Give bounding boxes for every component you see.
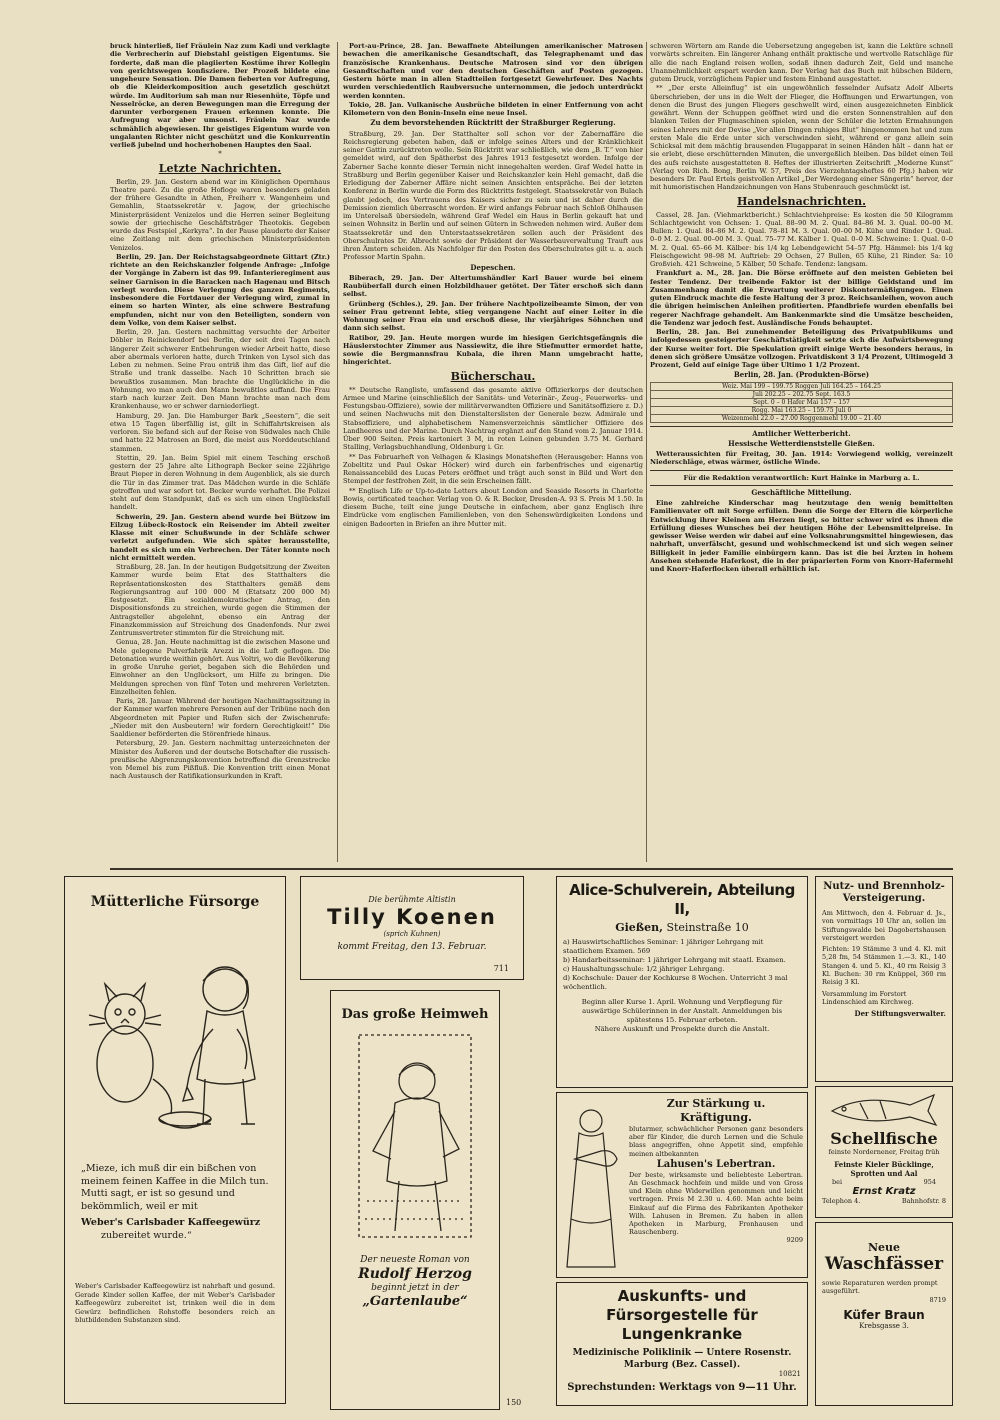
divider bbox=[650, 426, 953, 427]
ad-pronunciation: (sprich Kuhnen) bbox=[383, 930, 441, 938]
ad-number: 8719 bbox=[929, 1295, 946, 1304]
ad-quote-text: „Mieze, ich muß dir ein bißchen von meinem feinen Kaffee in die Milch tun. Mutti sagt, er ist so gesund und bekömmlich, weil er mit bbox=[81, 1163, 269, 1212]
ad-subtitle: Medizinische Poliklinik — Untere Rosenstr. bbox=[572, 1348, 792, 1358]
news-item: Petersburg, 29. Jan. Gestern nachmittag unterzeichneten der Minister des Äußeren und der deutsche Botschafter die russisch-preußische Abgrenzungskonvention betreffend die Grenzstrecke von Memel bis zum Pißfluß. Die Konvention tritt einen Monat nach Austausch der Ratifikationsurkunden in Kraft. bbox=[110, 739, 330, 781]
news-item: Paris, 28. Januar. Während der heutigen Nachmittagssitzung in der Kammer warfen mehrere Personen auf der Tribüne nach den Abgeordneten mit Papier und Rufen sich der Zwischenrufe: „Nieder mit den Ausbeutern! wir fordern Gerechtigkeit!“ Die Saaldiener beförderten die Störenfriede hinaus. bbox=[110, 697, 330, 738]
ad-waschfaesser bbox=[815, 1222, 953, 1406]
ad-contact-row bbox=[822, 1197, 946, 1205]
ad-lung-clinic bbox=[556, 1282, 808, 1406]
ad-signature: Der Stiftungsverwalter. bbox=[854, 1009, 946, 1019]
table-row bbox=[651, 390, 953, 398]
ad-quote-end: zubereitet wurde.“ bbox=[101, 1229, 192, 1241]
news-item: Tokio, 28. Jan. Vulkanische Ausbrüche bildeten in einer Entfernung von acht Kilometern von den Bonin-Inseln eine neue Insel. bbox=[343, 100, 643, 117]
girl-cat-illustration bbox=[75, 919, 275, 1149]
ad-weber-coffee bbox=[64, 876, 286, 1404]
ad-footer: Nähere Auskunft und Prospekte durch die Anstalt. bbox=[594, 1025, 770, 1033]
woman-fish-illustration bbox=[561, 1099, 623, 1275]
book-review-item: ** Deutsche Rangliste, umfassend das gesamte aktive Offizierkorps der deutschen Armee und Marine (einschließlich der Sanitäts- und Veterinär-, Zeug-, Feuerwerks- und Festungsbau-Offiziere), sowie der militärverwandten Offiziere und Sanitätsoffiziere z. D.) und seinen Nachwuchs mit den Dienstalterslisten der Generale bezw. Admirale und Stabsoffiziere, und alphabetischem Namensverzeichnis sämtlicher Offiziere des Landheeres und der Marine. Durch Nachtrag ergänzt auf den Stand vom 2. Januar 1914. Über 900 Seiten. Preis kartoniert 3 M, in roten Leinen gebunden 3.75 M. Gerhard Stalling, Verlagsbuchhandlung, Oldenburg i. Gr. bbox=[343, 385, 643, 452]
subheading-depeschen: Depeschen. bbox=[470, 262, 516, 272]
editor-line: Für die Redaktion verantwortlich: Kurt Hainke in Marburg a. L. bbox=[683, 473, 920, 482]
fish-icon bbox=[824, 1091, 944, 1129]
ad-alice-schulverein bbox=[556, 876, 808, 1088]
news-item: Ratibor, 29. Jan. Heute morgen wurde im hiesigen Gerichtsgefängnis die Häuslerstochter Zimmer aus Nassiewitz, die ihre Stiefmutter ermordet hatte, sowie die Bergmannsfrau Kubala, die ihren Mann umgebracht hatte, hingerichtet. bbox=[343, 333, 643, 367]
book-review-item: ** „Der erste Alleinflug“ ist ein ungewöhnlich fesselnder Aufsatz Adolf Alberts überschrieben, der uns in die Welt der Flieger, die Hoffnungen und Erwartungen, von denen die Brust des jungen Fliegers geschwellt wird, einen ausgezeichneten Einblick gewährt. Wenn der Schuppen geöffnet wird und die ersten Sonnenstrahlen auf den blanken Teilen der Flugmaschinen spielen, wenn der Schüler die letzten Ermahnungen seines Lehrers mit der Devise „Vor allen Dingen ruhiges Blut“ hingenommen hat und zum ersten Male die Erde unter sich verschwinden sieht, während er ganz allein sein Schicksal mit dem mächtig brausenden Flugapparat in seinen Händen hält – dann hat er sie erlebt, diese erschütternden Minuten, die unvergeßlich bleiben. Das bildet einen Teil des aufs reichste ausgestatteten 8. Heftes der illustrierten Zeitschrift „Moderne Kunst“ (Verlag von Rich. Bong, Berlin W. 57, Preis des Vierzehntagsheftes 60 Pfg.) haben wir besonders Dr. Paul Ertels geistvollen Artikel „Der Werdegang einer Sängerin“ hervor, der mit humoristischen Handzeichnungen von Hans Stubenrauch geschmückt ist. bbox=[650, 84, 953, 192]
market-report: Berlin, 28. Jan. Bei zunehmender Beteiligung des Privatpublikums und infolgedessen gesteigerter Geschäftstätigkeit setzte sich die Aufwärtsbewegung der Kurse weiter fort. Die Spekulation greift einige Werte besonders heraus, in denen sich größere Umsätze vollzogen. Privatdiskont 3 1/4 Prozent, Ultimogeld 3 Prozent, Geld auf einige Tage über Ultimo 1 1/2 Prozent. bbox=[650, 328, 953, 369]
news-item: Biberach, 29. Jan. Der Altertumshändler Karl Bauer wurde bei einem Raubüberfall durch einen Holzbildhauer getötet. Der Täter erschoß sich dann selbst. bbox=[343, 273, 643, 299]
produce-exchange-title: Berlin, 28. Jan. (Produkten-Börse) bbox=[733, 370, 870, 380]
ad-city: Gießen, bbox=[615, 921, 663, 934]
business-notice: Eine zahlreiche Kinderschar mag heutzutage den wenig bemittelten Familienvater oft mit Sorge erfüllen. Denn die Sorge der Eltern die körperliche Entwicklung ihrer Kleinen am Herzen liegt, so bitter schwer wird es ihnen die Erfüllung dieses Wunsches bei der heutigen Höhe der Lebensmittelpreise. In gewisser Weise werden wir dabei auf eine Volksnahrungsmittel hingewiesen, das nahrhaft, unverfälscht, gesund und wohlschmeckend ist und sich wegen seiner Billigkeit in jeder Familie einbürgern kann. Das ist die bei Ärzten in hohem Ansehen stehende Haferkost, die in der präparierten Form von Knorr-Hafermehl und Knorr-Haferflocken überall erhältlich ist. bbox=[650, 499, 953, 573]
ad-number: 9209 bbox=[786, 1236, 803, 1245]
column-divider bbox=[646, 42, 647, 862]
news-item: Schwerin, 29. Jan. Gestern abend wurde bei Bützow im Eilzug Lübeck-Rostock ein Reisender im Abteil zweiter Klasse mit einer Schußwunde in der Schläfe schwer verletzt aufgefunden. Wie sich später herausstellte, handelt es sich um ein Verbrechen. Der Täter konnte noch nicht ermittelt werden. bbox=[110, 512, 330, 562]
ad-title: Auskunfts- und Fürsorgestelle für Lungenkranke bbox=[606, 1287, 758, 1343]
weather-forecast: Wetteraussichten für Freitag, 30. Jan. 1914: Vorwiegend wolkig, vereinzelt Niederschläge, etwas wärmer, östliche Winde. bbox=[650, 450, 953, 467]
column-1 bbox=[110, 42, 330, 864]
table-cell: Rogg. Mai 163.25 – 159.75 Juli 0 bbox=[651, 406, 953, 414]
ad-lahusen-lebertran bbox=[556, 1092, 808, 1278]
ad-merchant-name: Küfer Braun bbox=[843, 1307, 925, 1322]
section-heading-trade-news: Handelsnachrichten. bbox=[737, 194, 866, 208]
ad-bei-row bbox=[822, 1178, 946, 1186]
list-item: a) Hauswirtschaftliches Seminar: 1 jähriger Lehrgang mit staatlichem Examen. 569 bbox=[563, 938, 764, 955]
ad-telephone: Telephon 4. bbox=[822, 1197, 861, 1205]
ad-line: Der neueste Roman von bbox=[360, 1255, 470, 1265]
news-item: Stettin, 29. Jan. Beim Spiel mit einem Tesching erschoß gestern der 25 Jahre alte Lithograph Becker seine 22jährige Braut Pieper in deren Wohnung in dem Augenblick, als sie durch die Tür in das Zimmer trat. Das Mädchen wurde in die Schläfe getroffen und war sofort tot. Becker wurde verhaftet. Die Polizei steht auf dem Standpunkt, daß es sich um einen Unglücksfall handelt. bbox=[110, 453, 330, 512]
news-item: Berlin, 29. Jan. Der Reichstagsabgeordnete Gittart (Ztr.) richtete an den Reichskanzler folgende Anfrage: „Infolge der Vorgänge in Zabern ist das 99. Infanterieregiment aus seiner Garnison in die Baracken nach Hagenau und Bitsch verlegt worden. Diese Verlegung des ganzen Regiments, insbesondere die Fortdauer der Verlegung wird, zumal in einem so harten Winter, als eine schwere Bestrafung empfunden, nicht nur von den Beteiligten, sondern von dem Volke, von dem Kaiser selbst. bbox=[110, 252, 330, 327]
news-item: Straßburg, 28. Jan. In der heutigen Budgetsitzung der Zweiten Kammer wurde beim Etat des Statthalters die Repräsentationskosten des Statthalters gemäß dem Regierungsantrag auf 100 000 M (Etatsatz 200 000 M) festgesetzt. Ein sozialdemokratischer Antrag, den Dispositionsfonds zu streichen, wurde gegen die Stimmen der Antragsteller abgelehnt, ebenso ein Antrag der Finanzkommission auf Streichung des Gnadenfonds. Nur zwei Zentrumsvertreter stimmten für die Streichung mit. bbox=[110, 563, 330, 637]
ad-number: 10821 bbox=[778, 1370, 801, 1378]
ad-number: 150 bbox=[506, 1398, 522, 1407]
ad-address bbox=[563, 921, 801, 934]
ad-singer-name: Tilly Koenen bbox=[327, 905, 497, 929]
table-row bbox=[651, 382, 953, 390]
ad-meeting: Versammlung im Forstort Lindenschied am Kirchweg. bbox=[822, 989, 914, 1006]
ad-products: Feinste Kieler Bücklinge, Sprotten und Aal bbox=[834, 1160, 934, 1178]
ad-title: Nutz- und Brennholz-Versteigerung. bbox=[823, 881, 945, 904]
table-row bbox=[651, 406, 953, 414]
ad-merchant-name: Ernst Kratz bbox=[852, 1186, 916, 1197]
ad-text: sowie Reparaturen werden prompt ausgeführt. bbox=[822, 1279, 938, 1296]
divider bbox=[650, 485, 953, 486]
ad-schellfische bbox=[815, 1086, 953, 1218]
man-portrait-illustration bbox=[355, 1031, 475, 1241]
book-review-item: ** Das Februarheft von Velhagen & Klasings Monatsheften (Herausgeber: Hanns von Zobeltitz und Paul Oskar Höcker) wird durch ein farbenfrisches und eigenartig Renaissancebild des Lucas Peters eröffnet und trägt auch sonst in Bild und Wort den Stempel der festfrohen Zeit, in die sein Erscheinen fällt. bbox=[343, 452, 643, 486]
section-heading-latest-news: Letzte Nachrichten. bbox=[158, 161, 282, 175]
table-cell: Juli 202.25 – 202.75 Sept. 163.5 bbox=[651, 390, 953, 398]
ad-address: Bahnhofstr. 8 bbox=[901, 1197, 946, 1205]
ad-hours: Sprechstunden: Werktags von 9—11 Uhr. bbox=[567, 1382, 797, 1393]
ad-text: blutarmer, schwächlicher Personen ganz besonders aber für Kinder, die durch Lernen und die Schule blass angegriffen, ohne Appetit sind, empfehle meinen altbekannten bbox=[629, 1125, 803, 1158]
column-divider bbox=[337, 42, 338, 862]
news-item: Berlin, 29. Jan. Gestern abend war im Königlichen Opernhaus Theatre paré. Zu die große Hofloge waren besonders geladen der frühere Gesandte in Athen, Freiherr v. Wangenheim und Gemahlin, Staatssekretär v. Jagow, der griechische Ministerpräsident Venizelos und die Herren seiner Begleitung sowie der griechische Geschäftsträger Theotokis. Gegeben wurde das Festspiel „Kerkyra“. In der Pause plauderte der Kaiser eine Zeitlang mit dem griechischen Ministerpräsidenten Venizelos. bbox=[110, 177, 330, 252]
divider bbox=[650, 470, 953, 471]
market-report: Cassel, 28. Jan. (Viehmarktbericht.) Schlachtviehpreise: Es kosten die 50 Kilogramm Schlachtgewicht von Ochsen: 1. Qual. 88–90 M. 2. Qual. 84–86 M. 3. Qual. 00–00 M. Bullen: 1. Qual. 84–86 M. 2. Qual. 78–81 M. 3. Qual. 00–00 M. Kühe und Rinder 1. Qual. 0–0 M. 2. Qual. 00–00 M. 3. Qual. 75–77 M. Kälber 1. Qual. 0–0 M. Schweine: 1. Qual. 0–0 M. 2. Qual. 65–66 M. Kälber: bis 1/4 kg Lebendgewicht 54–57 Pfg. Hämmel: bis 1/4 kg Fleischgewicht 98–98 M. Auftrieb: 29 Ochsen, 27 Bullen, 65 Kühe, 21 Rinder. Sa: 10 Großvieh. 421 Schweine, 5 Kälber, 50 Schafe. Tendenz: langsam. bbox=[650, 210, 953, 268]
table-row bbox=[651, 398, 953, 406]
table-cell: Sept. 0 – 0 Hafer Mai 157 – 157 bbox=[651, 398, 953, 406]
book-review-item: ** Englisch Life or Up-to-date Letters about London and Seaside Resorts in Charlotte Bowis, certificated teacher. Verlag von O. & R. Becker, Dresden-A. 93 S. Preis M 1.50. In diesem Buche, teilt eine junge Deutsche in einfachem, aber ganz Englisch ihre Eindrücke vom englischen Familienleben, von den Sehenswürdigkeiten Londons und einigen Badeorten in Briefen an ihre Mutter mit. bbox=[343, 486, 643, 528]
market-report: Frankfurt a. M., 28. Jan. Die Börse eröffnete auf den meisten Gebieten bei fester Tendenz. Der treibende Faktor ist der billige Geldstand und im Zusammenhang damit die Erwartung weiterer Diskontermäßigungen. Einen guten Eindruck machte die feste Haltung der 3 proz. Reichsanleihen, wovon auch die übrigen heimischen Anleihen profitierten. Pfandbriefe wurden ebenfalls bei regerer Nachfrage gehandelt. Am Bankenmarkte sind die Umsätze bescheiden, die Tendenz war jedoch fest. Ausländische Fonds behauptet. bbox=[650, 269, 953, 327]
ad-quote bbox=[75, 1163, 275, 1242]
ad-pretitle: Die berühmte Altistin bbox=[368, 895, 456, 904]
ad-text: Am Mittwoch, den 4. Februar d. Js., von vormittags 10 Uhr an, sollen im Stiftungswalde bei Dagobertshausen versteigert werden bbox=[822, 909, 946, 942]
ad-title: Alice-Schulverein, Abteilung II, bbox=[569, 881, 795, 918]
ad-bei: bei bbox=[832, 1178, 843, 1186]
ad-section-rule bbox=[110, 868, 953, 870]
subheading-strassburg: Zu dem bevorstehenden Rücktritt der Straßburger Regierung. bbox=[370, 118, 616, 128]
ad-brand: Lahusen's Lebertran. bbox=[656, 1158, 776, 1170]
ad-title: Zur Stärkung u. Kräftigung. bbox=[666, 1097, 766, 1124]
column-2 bbox=[343, 42, 643, 864]
ad-date: kommt Freitag, den 13. Februar. bbox=[337, 942, 487, 952]
ad-footer: Beginn aller Kurse 1. April. Wohnung und Verpflegung für auswärtige Schülerinnen in der Anstalt. Anmeldungen bis spätestens 15. Februar erbeten. bbox=[581, 998, 783, 1024]
ad-magazine: „Gartenlaube“ bbox=[362, 1294, 468, 1309]
section-heading-book-review: Bücherschau. bbox=[450, 369, 536, 383]
table-row bbox=[651, 414, 953, 422]
ad-number: 954 bbox=[923, 1178, 936, 1186]
list-item: d) Kochschule: Dauer der Kochkurse 8 Wochen. Unterricht 3 mal wöchentlich. bbox=[563, 974, 788, 991]
ad-title: Das große Heimweh bbox=[341, 1007, 489, 1022]
news-item: Hamburg, 29. Jan. Die Hamburger Bark „Seestern“, die seit etwa 15 Tagen überfällig ist, gilt in Schiffahrtskreisen als verloren. Sie befand sich auf der Reise von Südwales nach Chile und hatte 22 Matrosen an Bord, die meist aus Norddeutschland stammen. bbox=[110, 411, 330, 453]
ad-title: Waschfässer bbox=[824, 1254, 944, 1274]
table-cell: Weizenmehl 22.0 – 27.00 Roggenmehl 19.00 – 21.40 bbox=[651, 414, 953, 422]
weather-title: Amtlicher Wetterbericht. bbox=[752, 428, 851, 438]
ad-title: Schellfische bbox=[830, 1129, 938, 1148]
ad-gartenlaube bbox=[330, 990, 500, 1410]
ad-brand: Weber's Carlsbader Kaffeegewürz bbox=[81, 1217, 261, 1228]
ad-city: Marburg (Bez. Cassel). bbox=[623, 1360, 741, 1370]
ad-street: Steinstraße 10 bbox=[666, 921, 749, 934]
table-cell: Weiz. Mai 199 – 199.75 Roggen Juli 164.25 – 164.25 bbox=[651, 382, 953, 390]
ad-smallprint: Weber's Carlsbader Kaffeegewürz ist nahrhaft und gesund. Gerade Kinder sollen Kaffee, der mit Weber's Carlsbader Kaffeegewürz zubereitet ist, trinken weil die in dem Gewürz befindlichen Rohstoffe besonders reich an blutbildenden Substanzen sind. bbox=[75, 1282, 275, 1324]
list-item: c) Haushaltungsschule: 1/2 jähriger Lehrgang. bbox=[563, 965, 725, 973]
ad-line: beginnt jetzt in der bbox=[371, 1283, 459, 1293]
notice-title: Geschäftliche Mitteilung. bbox=[751, 487, 852, 497]
news-item: Port-au-Prince, 28. Jan. Bewaffnete Abteilungen amerikanischer Matrosen bewachen die amerikanische Gesandtschaft, das Telegraphenamt und das französische Krankenhaus. Deutsche Matrosen sind vor den übrigen Gesandtschaften und vor den deutschen Geschäften auf Posten gezogen. Gestern hörte man in allen Stadtteilen fortgesetzt Gewehrfeuer. Des Nachts wurden verschiedentlich Raubversuche unternommen, die jedoch unterdrückt werden konnten. bbox=[343, 42, 643, 100]
news-item: Straßburg, 29. Jan. Der Statthalter soll schon vor der Zabernaffäre die Reichsregierung gebeten haben, daß er infolge seines Alters und der Kränklichkeit seiner Gattin zurücktreten wolle. Sein Rücktritt war schließlich, wie dem „B. T.“ von hier gemeldet wird, auf den Spätherbst des Jahres 1913 festgesetzt worden. Infolge der Zaberner Sache konnte dieser Termin nicht innegehalten werden. Graf Wedel hatte in Straßburg und Berlin gegenüber Kaiser und Reichskanzler kein Hehl gemacht, daß die Erledigung der Zaberner Affäre nicht seinen Ansichten entspräche. Bei der letzten Konferenz in Berlin wurde die Form des Rücktritts festgelegt. Staatssekretär von Bulach glaubt jedoch, des Vertrauens des Kaisers sicher zu sein und ist daher durch die Demission ziemlich überrascht worden. Er wird anfangs Februar nach Schloß Ohlhausen im Unterelsaß übersiedeln, während Graf Wedel ein Haus in Berlin gekauft hat und seinen Wohnsitz in Berlin und auf seinen Gütern in Schweden nehmen wird. Außer dem Staatssekretär und den Unterstaatssekretären sollen auch der Präsident des Oberschulrates Dr. Albrecht sowie der Präsident der Wasserbauverwaltung Trauft aus ihren Ämtern scheiden. Als Nachfolger für den Posten des Oberschulrates gilt u. a. auch Professor Martin Spahn. bbox=[343, 129, 643, 262]
column-3 bbox=[650, 42, 953, 864]
ad-author: Rudolf Herzog bbox=[358, 1266, 472, 1282]
ad-pretitle: Neue bbox=[867, 1241, 901, 1254]
news-item: Berlin, 29. Jan. Gestern nachmittag versuchte der Arbeiter Döbler in Reinickendorf bei Berlin, der seit drei Tagen nach längerer Zeit schwerer Entbehrungen wieder Arbeit hatte, diese aber abermals verloren hatte, durch Trinken von Lysol sich das Leben zu nehmen. Seine Frau entriß ihm das Gift, lief auf die Straße und trank dasselbe. Nach 10 Schritten brach sie bewußtlos zusammen. Man brachte die Unglückliche in die Wohnung, wo man auch den Mann bewußtlos auffand. Die Frau starb nach kurzer Zeit. Den Mann brachte man nach dem Krankenhause, wo er schwer darniederliegt. bbox=[110, 328, 330, 411]
ad-text: Der beste, wirksamste und beliebteste Lebertran. An Geschmack hochfein und milde und von Gross und Klein ohne Widerwillen genommen und leicht vertragen. Preis M 2.30 u. 4.60. Man achte beim Einkauf auf die Firma des Fabrikanten Apotheker Wilh. Lahusen in Bremen. Zu haben in allen Apotheken in Marburg, Fronhausen und Rauschenberg. bbox=[629, 1170, 803, 1237]
news-item: Grünberg (Schles.), 29. Jan. Der frühere Nachtpolizeibeamte Simon, der von seiner Frau getrennt lebte, stieg vergangene Nacht auf einer Leiter in die Wohnung seiner Frau ein und erschoß diese, ihr vierjähriges Söhnchen und dann sich selbst. bbox=[343, 299, 643, 333]
ad-wood-auction bbox=[815, 876, 953, 1082]
ad-title: Mütterliche Fürsorge bbox=[90, 894, 260, 910]
intro-article: bruck hinterließ, lief Fräulein Naz zum Kadi und verklagte die Verbrecherin auf Diebstahl geistigen Eigentums. Sie forderte, daß man die plagiierten Kostüme ihrer Kollegin von gerichtswegen konfisziere. Der Prozeß bildete eine ungeheure Sensation. Die Damen fieberten vor Aufregung, ob die Kleiderkomposition auch gesetzlich geschützt würde. Im Auditorium sah man nur Riesenhüte, Töpfe und Nesselröcke, an deren Bewegungen man die Erregung der darunter verborgenen Frauen erkennen konnte. Die Aufregung war aber umsonst. Fräulein Naz wurde schmählich abgewiesen. Ihr geistiges Eigentum wurde von ungalanten Richter nicht geschützt und die Konkurrentin verließ jubelnd und hocherhobenen Hauptes den Saal. bbox=[110, 42, 330, 149]
ad-subtitle: feinste Nordernener, Freitag früh bbox=[828, 1148, 940, 1156]
ad-course-list bbox=[563, 938, 801, 992]
weather-subtitle: Hessische Wetterdienststelle Gießen. bbox=[728, 438, 875, 448]
ad-tilly-koenen bbox=[300, 876, 524, 980]
news-item: Genua, 28. Jan. Heute nachmittag ist die zwischen Masone und Mele gelegene Pulverfabrik Arezzi in die Luft geflogen. Die Detonation wurde weithin gehört. Aus Voltri, wo die Bevölkerung in große Unruhe geriet, begaben sich die Behörden und Einwohner an den Unglücksort, um Hilfe zu bringen. Die Meldungen sprechen von fünf Toten und mehreren Verletzten. Einzelheiten fehlen. bbox=[110, 638, 330, 696]
list-item: b) Handarbeitsseminar: 1 jähriger Lehrgang mit staatl. Examen. bbox=[563, 956, 786, 964]
book-review-item: schweren Wörtern am Rande die Uebersetzung angegeben ist, kann die Lektüre schnell vorwärts schreiten. Ein längerer Anhang enthält praktische und wertvolle Ratschläge für alle die nach England reisen wollen, sodaß ihnen dadurch Zeit, Geld und manche Unannehmlichkeit erspart werden kann. Der Verlag hat das Buch mit hübschen Bildern, gutem Druck, vorzüglichem Papier und festem Einband ausgestattet. bbox=[650, 42, 953, 83]
ad-number: 711 bbox=[493, 964, 509, 973]
separator-star: * bbox=[218, 150, 222, 159]
produce-exchange-table bbox=[650, 382, 953, 423]
ad-wood-list: Fichten: 19 Stämme 3 und 4. Kl. mit 5,28 fm, 54 Stämmen 1.—3. Kl., 140 Stangen 4. und 5. Kl., 40 rm Reisig 3 Kl. Buchen: 30 rm Knüppel, 360 rm Reisig 3 Kl. bbox=[822, 945, 946, 987]
ad-address: Krebsgasse 3. bbox=[859, 1321, 909, 1330]
